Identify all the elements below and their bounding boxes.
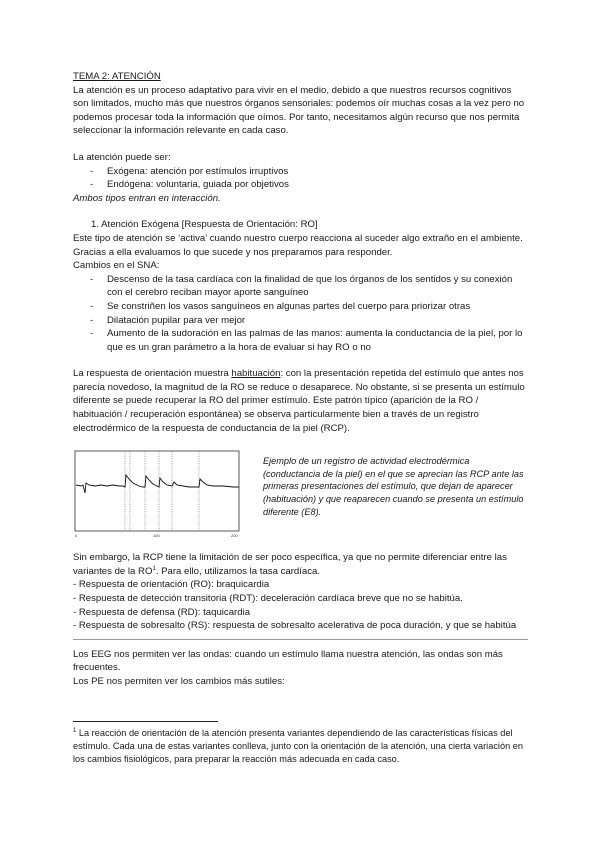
rcp-item: - Respuesta de sobresalto (RS): respuesta de sobresalto acelerativa de poca duración, y que se habitúa <box>73 620 517 632</box>
sna-list <box>73 273 528 355</box>
divider <box>73 639 528 640</box>
axis-label: 100 <box>153 533 160 539</box>
habituation-term: habituación <box>231 368 281 380</box>
types-list <box>73 165 528 192</box>
list-item: - Dilatación pupilar para ver mejor <box>73 314 528 328</box>
section-heading: 1. Atención Exógena [Respuesta de Orientación: RO] <box>91 219 318 231</box>
list-item: - Aumento de la sudoración en las palmas de las manos: aumenta la conductancia de la piel, por lo que es un gran parámetro a la hora de evaluar si hay RO o no <box>73 327 528 354</box>
eeg-paragraph: Los EEG nos permiten ver las ondas: cuando un estímulo llama nuestra atención, las ondas son más frecuentes. <box>73 648 503 674</box>
sna-title: Cambios en el SNA: <box>73 260 160 272</box>
rcp-item: - Respuesta de detección transitoria (RDT): deceleración cardíaca breve que no se habitúa. <box>73 593 463 605</box>
types-intro: La atención puede ser: <box>73 151 171 163</box>
footnote-ref[interactable]: 1 <box>152 565 156 572</box>
list-item: - Endógena: voluntaria, guiada por objetivos <box>73 178 528 192</box>
rcp-text-after: . Para ello, utilizamos la tasa cardíaca. <box>155 565 321 577</box>
list-item: - Descenso de la tasa cardíaca con la finalidad de que los órganos de los sentidos y su conexión con el cerebro reciban mayor aporte sanguíneo <box>73 273 528 300</box>
habituation-text-after: : con la presentación repetida del estímulo que antes nos parecía novedoso, la magnitud de la RO se reduce o desaparece. No obstante, si se presenta un estímulo diferente se puede recuperar la RO del primer estímulo. Este patrón típico (aparición de la RO / habituación / recuperación espontánea) se observa particularmente bien a través de un registro electrodérmico de la respuesta de conductancia de la piel (RCP). <box>73 368 525 434</box>
footnote-number: 1 <box>73 727 77 734</box>
section-paragraph: Este tipo de atención se ‘activa’ cuando nuestro cuerpo reacciona al suceder algo extraño en el ambiente. Gracias a ella evaluamos lo que sucede y nos preparamos para responder. <box>73 232 523 258</box>
footnote <box>73 727 528 765</box>
axis-label: 0 <box>75 533 78 539</box>
types-note: Ambos tipos entran en interacción. <box>73 192 221 204</box>
list-item: - Se constriñen los vasos sanguíneos en algunas partes del cuerpo para priorizar otras <box>73 300 528 314</box>
pe-paragraph: Los PE nos permiten ver los cambios más sutiles: <box>73 676 285 687</box>
rcp-paragraph <box>73 551 528 578</box>
habituation-text-before: La respuesta de orientación muestra <box>73 368 232 380</box>
habituation-paragraph <box>73 367 528 435</box>
page-title: TEMA 2: ATENCIÓN <box>73 71 161 82</box>
rcp-item: - Respuesta de defensa (RD): taquicardia <box>73 606 251 618</box>
rcp-item: - Respuesta de orientación (RO): braquicardia <box>73 579 270 591</box>
edr-recording-figure <box>73 445 243 541</box>
intro-paragraph: La atención es un proceso adaptativo para vivir en el medio, debido a que nuestros recursos cognitivos son limitados, mucho más que nuestros órganos sensoriales: podemos oír muchas cosas a la vez pero no podemos procesar toda la información que oímos. Por tanto, necesitamos algún recurso que nos permita seleccionar la información relevante en cada caso. <box>73 84 525 137</box>
footnote-divider <box>73 721 218 722</box>
rcp-text-before: Sin embargo, la RCP tiene la limitación de ser poco específica, ya que no permite diferenciar entre las variantes de la RO <box>73 552 507 577</box>
list-item: - Exógena: atención por estímulos irruptivos <box>73 165 528 179</box>
document-body <box>73 70 528 689</box>
figure <box>73 443 528 551</box>
figure-caption: Ejemplo de un registro de actividad electrodérmica (conductancia de la piel) en el que se aprecian las RCP ante las primeras presentaciones del estímulo, que dejan de aparecer (habituación) y que reaparecen cuando se presenta un estímulo diferente (E8). <box>263 456 524 517</box>
axis-label: 200 <box>231 533 238 539</box>
footnote-text: La reacción de orientación de la atención presenta variantes dependiendo de las características físicas del estímulo. Cada una de estas variantes conlleva, junto con la orientación de la atención, una cierta variación en los cambios fisiológicos, para preparar la reacción más adecuada en cada caso. <box>73 728 523 764</box>
